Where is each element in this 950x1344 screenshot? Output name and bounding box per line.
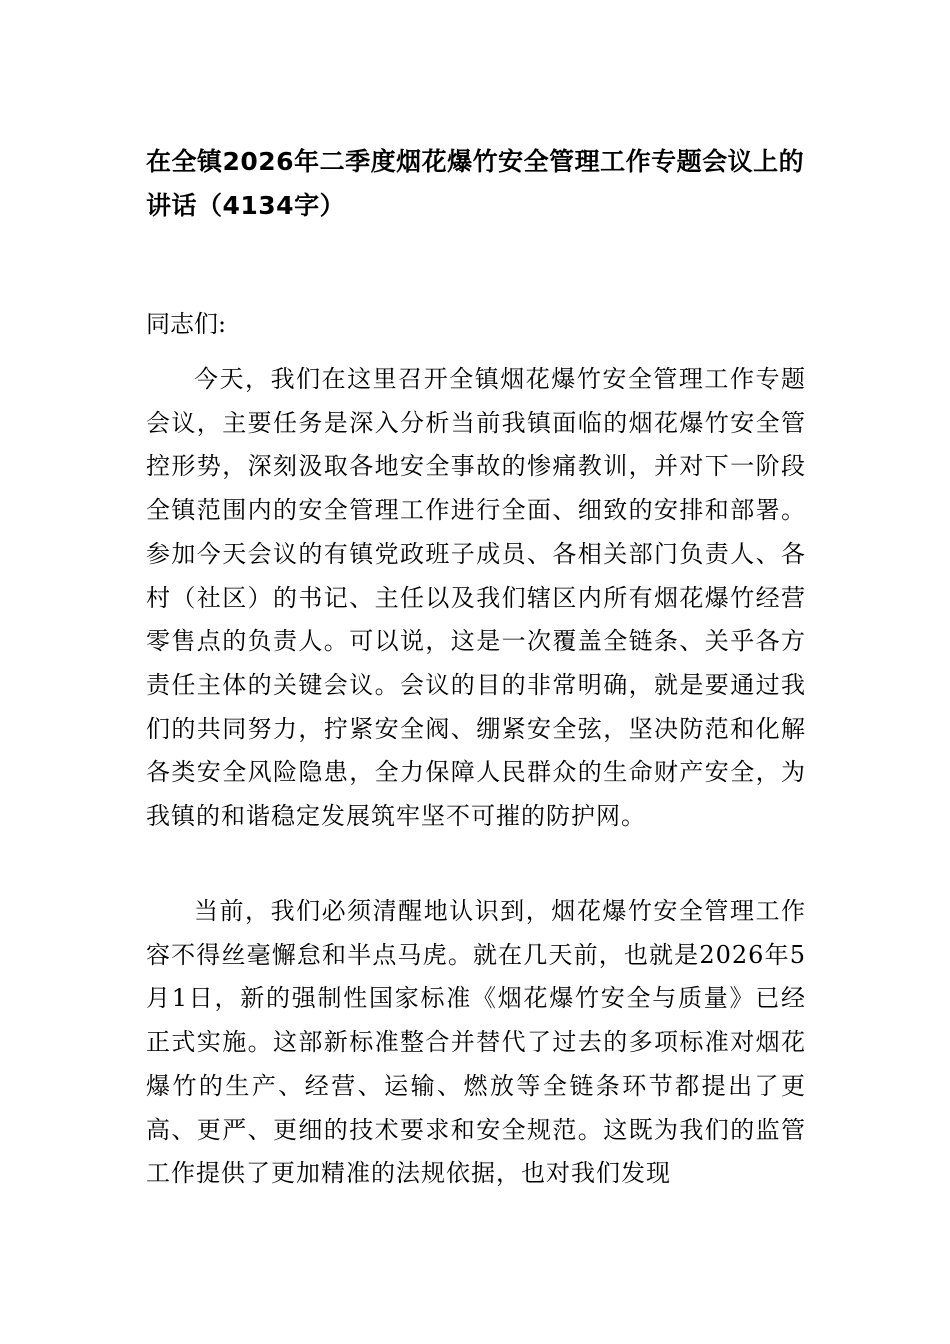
paragraph-2: 当前，我们必须清醒地认识到，烟花爆竹安全管理工作容不得丝毫懈怠和半点马虎。就在几天前，也就是2026年5月1日，新的强制性国家标准《烟花爆竹安全与质量》已经正式实施。这部新标准整合并替代了过去的多项标准对烟花爆竹的生产、经营、运输、燃放等全链条环节都提出了更高、更严、更细的技术要求和安全规范。这既为我们的监管工作提供了更加精准的法规依据，也对我们发现 [146,897,806,1188]
greeting: 同志们: [146,310,227,338]
document-title: 在全镇2026年二季度烟花爆竹安全管理工作专题会议上的讲话（4134字） [146,147,805,220]
paragraph-1: 今天，我们在这里召开全镇烟花爆竹安全管理工作专题会议，主要任务是深入分析当前我镇面临的烟花爆竹安全管控形势，深刻汲取各地安全事故的惨痛教训，并对下一阶段全镇范围内的安全管理工作进行全面、细致的安排和部署。参加今天会议的有镇党政班子成员、各相关部门负责人、各村（社区）的书记、主任以及我们辖区内所有烟花爆竹经营零售点的负责人。可以说，这是一次覆盖全链条、关乎各方责任主体的关键会议。会议的目的非常明确，就是要通过我们的共同努力，拧紧安全阀、绷紧安全弦，坚决防范和化解各类安全风险隐患，全力保障人民群众的生命财产安全，为我镇的和谐稳定发展筑牢坚不可摧的防护网。 [146,365,806,831]
